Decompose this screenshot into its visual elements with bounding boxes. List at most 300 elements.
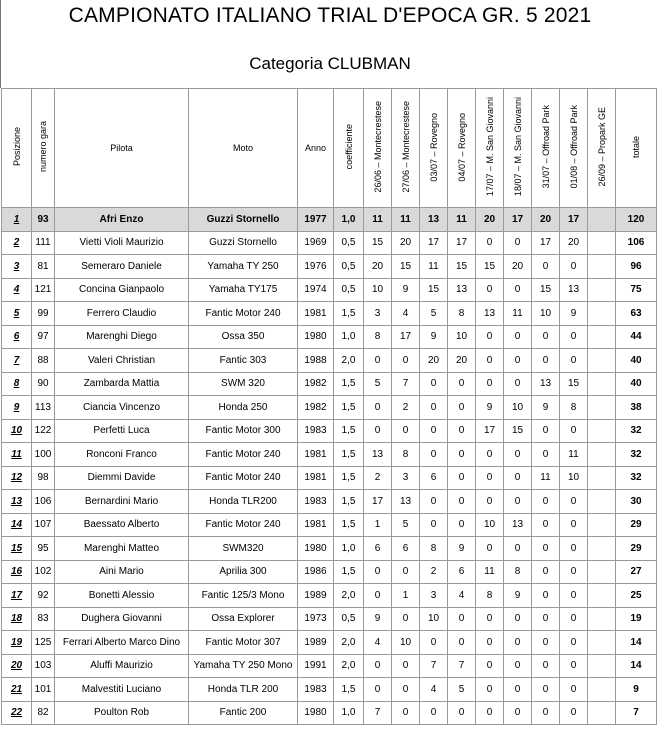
score-cell: 0 xyxy=(392,607,420,631)
score-cell: 10 xyxy=(392,631,420,655)
total-cell: 96 xyxy=(616,255,657,279)
rider-cell: Dughera Giovanni xyxy=(55,607,189,631)
score-cell: 17 xyxy=(476,419,504,443)
score-cell: 0 xyxy=(476,278,504,302)
score-cell: 11 xyxy=(420,255,448,279)
score-cell: 0 xyxy=(448,396,476,420)
score-cell xyxy=(588,560,616,584)
total-cell: 30 xyxy=(616,490,657,514)
score-cell: 0 xyxy=(476,466,504,490)
score-cell: 0 xyxy=(532,513,560,537)
score-cell: 0 xyxy=(392,419,420,443)
score-cell: 3 xyxy=(420,584,448,608)
score-cell xyxy=(588,208,616,232)
score-cell: 10 xyxy=(532,302,560,326)
score-cell: 0 xyxy=(476,325,504,349)
table-row xyxy=(2,208,657,232)
coefficient-cell: 2,0 xyxy=(334,349,364,373)
total-cell: 14 xyxy=(616,654,657,678)
score-cell: 0 xyxy=(532,255,560,279)
rider-cell: Diemmi Davide xyxy=(55,466,189,490)
score-cell: 1 xyxy=(364,513,392,537)
score-cell: 8 xyxy=(448,302,476,326)
score-cell: 10 xyxy=(420,607,448,631)
bike-cell: Fantic Motor 307 xyxy=(189,631,298,655)
score-cell: 17 xyxy=(448,231,476,255)
score-cell xyxy=(588,443,616,467)
race-number-cell: 121 xyxy=(32,278,55,302)
score-cell: 15 xyxy=(448,255,476,279)
bike-cell: Honda 250 xyxy=(189,396,298,420)
coefficient-cell: 1,5 xyxy=(334,372,364,396)
total-cell: 19 xyxy=(616,607,657,631)
race-number-cell: 98 xyxy=(32,466,55,490)
rider-cell: Ferrero Claudio xyxy=(55,302,189,326)
coefficient-cell: 1,0 xyxy=(334,701,364,725)
total-cell: 120 xyxy=(616,208,657,232)
position-cell: 19 xyxy=(2,631,32,655)
score-cell: 0 xyxy=(560,654,588,678)
score-cell: 6 xyxy=(420,466,448,490)
score-cell: 0 xyxy=(560,584,588,608)
score-cell: 10 xyxy=(364,278,392,302)
score-cell xyxy=(588,255,616,279)
score-cell: 11 xyxy=(476,560,504,584)
score-cell: 9 xyxy=(420,325,448,349)
score-cell: 0 xyxy=(476,678,504,702)
score-cell: 5 xyxy=(420,302,448,326)
col-header-pilota: Pilota xyxy=(55,89,189,208)
score-cell: 15 xyxy=(364,231,392,255)
score-cell: 0 xyxy=(392,560,420,584)
table-row xyxy=(2,537,657,561)
table-row xyxy=(2,466,657,490)
table-row xyxy=(2,443,657,467)
race-number-cell: 122 xyxy=(32,419,55,443)
score-cell: 10 xyxy=(448,325,476,349)
score-cell: 0 xyxy=(504,372,532,396)
score-cell: 11 xyxy=(364,208,392,232)
table-row xyxy=(2,560,657,584)
rider-cell: Baessato Alberto xyxy=(55,513,189,537)
score-cell: 3 xyxy=(392,466,420,490)
score-cell: 0 xyxy=(504,537,532,561)
race-number-cell: 111 xyxy=(32,231,55,255)
score-cell: 0 xyxy=(448,607,476,631)
bike-cell: Fantic 303 xyxy=(189,349,298,373)
score-cell: 0 xyxy=(420,372,448,396)
score-cell: 0 xyxy=(476,443,504,467)
score-cell: 2 xyxy=(420,560,448,584)
rider-cell: Zambarda Mattia xyxy=(55,372,189,396)
score-cell: 0 xyxy=(448,631,476,655)
score-cell: 11 xyxy=(448,208,476,232)
position-cell: 14 xyxy=(2,513,32,537)
bike-cell: Fantic Motor 300 xyxy=(189,419,298,443)
score-cell: 9 xyxy=(476,396,504,420)
score-cell: 15 xyxy=(504,419,532,443)
rider-cell: Malvestiti Luciano xyxy=(55,678,189,702)
position-cell: 1 xyxy=(2,208,32,232)
header-row xyxy=(2,89,657,208)
score-cell: 8 xyxy=(504,560,532,584)
rider-cell: Concina Gianpaolo xyxy=(55,278,189,302)
score-cell: 0 xyxy=(560,349,588,373)
table-row xyxy=(2,231,657,255)
score-cell: 0 xyxy=(532,560,560,584)
score-cell: 7 xyxy=(392,372,420,396)
total-cell: 25 xyxy=(616,584,657,608)
score-cell: 0 xyxy=(364,396,392,420)
table-row xyxy=(2,607,657,631)
score-cell: 0 xyxy=(532,490,560,514)
score-cell: 0 xyxy=(476,231,504,255)
year-cell: 1977 xyxy=(298,208,334,232)
coefficient-cell: 1,5 xyxy=(334,466,364,490)
race-number-cell: 83 xyxy=(32,607,55,631)
score-cell: 8 xyxy=(392,443,420,467)
score-cell: 0 xyxy=(364,654,392,678)
score-cell: 4 xyxy=(392,302,420,326)
year-cell: 1974 xyxy=(298,278,334,302)
race-number-cell: 113 xyxy=(32,396,55,420)
score-cell: 0 xyxy=(392,349,420,373)
rider-cell: Perfetti Luca xyxy=(55,419,189,443)
bike-cell: Yamaha TY 250 Mono xyxy=(189,654,298,678)
col-header-race-1: 26/06 – Montecrestese xyxy=(364,89,392,208)
score-cell xyxy=(588,302,616,326)
col-header-posizione: Posizione xyxy=(2,89,32,208)
score-cell: 8 xyxy=(476,584,504,608)
score-cell: 9 xyxy=(532,396,560,420)
score-cell: 11 xyxy=(392,208,420,232)
race-number-cell: 95 xyxy=(32,537,55,561)
score-cell: 0 xyxy=(532,537,560,561)
score-cell: 20 xyxy=(420,349,448,373)
table-row xyxy=(2,372,657,396)
score-cell xyxy=(588,419,616,443)
score-cell xyxy=(588,490,616,514)
coefficient-cell: 1,0 xyxy=(334,325,364,349)
bike-cell: Guzzi Stornello xyxy=(189,231,298,255)
score-cell: 0 xyxy=(504,607,532,631)
score-cell xyxy=(588,654,616,678)
bike-cell: Fantic 200 xyxy=(189,701,298,725)
score-cell: 13 xyxy=(504,513,532,537)
table-row xyxy=(2,302,657,326)
table-row xyxy=(2,678,657,702)
score-cell: 20 xyxy=(476,208,504,232)
year-cell: 1986 xyxy=(298,560,334,584)
rider-cell: Ronconi Franco xyxy=(55,443,189,467)
score-cell: 0 xyxy=(504,278,532,302)
score-cell xyxy=(588,678,616,702)
total-cell: 40 xyxy=(616,372,657,396)
score-cell: 13 xyxy=(364,443,392,467)
bike-cell: Yamaha TY 250 xyxy=(189,255,298,279)
score-cell: 0 xyxy=(420,631,448,655)
score-cell: 0 xyxy=(532,631,560,655)
score-cell: 0 xyxy=(560,678,588,702)
score-cell: 0 xyxy=(364,584,392,608)
score-cell: 15 xyxy=(420,278,448,302)
race-number-cell: 103 xyxy=(32,654,55,678)
score-cell: 0 xyxy=(560,513,588,537)
score-cell: 5 xyxy=(392,513,420,537)
year-cell: 1989 xyxy=(298,631,334,655)
rider-cell: Aini Mario xyxy=(55,560,189,584)
total-cell: 106 xyxy=(616,231,657,255)
score-cell: 0 xyxy=(476,654,504,678)
score-cell: 0 xyxy=(532,607,560,631)
score-cell: 0 xyxy=(532,654,560,678)
score-cell: 15 xyxy=(392,255,420,279)
score-cell: 0 xyxy=(392,701,420,725)
coefficient-cell: 0,5 xyxy=(334,231,364,255)
score-cell: 0 xyxy=(448,419,476,443)
score-cell: 10 xyxy=(476,513,504,537)
score-cell: 0 xyxy=(560,255,588,279)
col-header-moto: Moto xyxy=(189,89,298,208)
race-number-cell: 107 xyxy=(32,513,55,537)
score-cell xyxy=(588,513,616,537)
bike-cell: Ossa Explorer xyxy=(189,607,298,631)
score-cell: 13 xyxy=(532,372,560,396)
coefficient-cell: 1,5 xyxy=(334,678,364,702)
total-cell: 32 xyxy=(616,419,657,443)
rider-cell: Vietti Violi Maurizio xyxy=(55,231,189,255)
year-cell: 1991 xyxy=(298,654,334,678)
score-cell: 0 xyxy=(476,349,504,373)
score-cell: 0 xyxy=(364,560,392,584)
score-cell xyxy=(588,349,616,373)
score-cell: 0 xyxy=(448,466,476,490)
total-cell: 40 xyxy=(616,349,657,373)
score-cell: 0 xyxy=(420,419,448,443)
score-cell: 0 xyxy=(532,419,560,443)
score-cell: 0 xyxy=(560,490,588,514)
total-cell: 29 xyxy=(616,513,657,537)
score-cell: 15 xyxy=(532,278,560,302)
coefficient-cell: 1,0 xyxy=(334,537,364,561)
score-cell: 0 xyxy=(504,349,532,373)
standings-table xyxy=(1,88,657,725)
score-cell: 0 xyxy=(364,349,392,373)
rider-cell: Ferrari Alberto Marco Dino xyxy=(55,631,189,655)
score-cell: 11 xyxy=(560,443,588,467)
rider-cell: Bernardini Mario xyxy=(55,490,189,514)
position-cell: 10 xyxy=(2,419,32,443)
year-cell: 1980 xyxy=(298,701,334,725)
score-cell: 6 xyxy=(448,560,476,584)
score-cell: 0 xyxy=(476,490,504,514)
score-cell: 0 xyxy=(560,325,588,349)
score-cell: 7 xyxy=(420,654,448,678)
score-cell: 0 xyxy=(364,678,392,702)
score-cell: 2 xyxy=(364,466,392,490)
total-cell: 27 xyxy=(616,560,657,584)
table-row xyxy=(2,513,657,537)
total-cell: 44 xyxy=(616,325,657,349)
total-cell: 14 xyxy=(616,631,657,655)
table-row xyxy=(2,349,657,373)
rider-cell: Poulton Rob xyxy=(55,701,189,725)
year-cell: 1981 xyxy=(298,302,334,326)
table-row xyxy=(2,654,657,678)
col-header-race-8: 01/08 – Offroad Park xyxy=(560,89,588,208)
score-cell: 0 xyxy=(560,419,588,443)
bike-cell: Fantic Motor 240 xyxy=(189,513,298,537)
position-cell: 3 xyxy=(2,255,32,279)
position-cell: 6 xyxy=(2,325,32,349)
score-cell: 5 xyxy=(364,372,392,396)
score-cell: 0 xyxy=(560,537,588,561)
score-cell: 0 xyxy=(476,607,504,631)
score-cell: 0 xyxy=(560,631,588,655)
score-cell: 0 xyxy=(532,584,560,608)
total-cell: 38 xyxy=(616,396,657,420)
table-row xyxy=(2,396,657,420)
position-cell: 21 xyxy=(2,678,32,702)
total-cell: 29 xyxy=(616,537,657,561)
score-cell xyxy=(588,466,616,490)
score-cell: 7 xyxy=(448,654,476,678)
year-cell: 1973 xyxy=(298,607,334,631)
score-cell: 8 xyxy=(560,396,588,420)
coefficient-cell: 0,5 xyxy=(334,607,364,631)
score-cell: 10 xyxy=(560,466,588,490)
score-cell: 3 xyxy=(364,302,392,326)
rider-cell: Valeri Christian xyxy=(55,349,189,373)
score-cell: 0 xyxy=(504,490,532,514)
bike-cell: Yamaha TY175 xyxy=(189,278,298,302)
score-cell: 0 xyxy=(532,349,560,373)
table-row xyxy=(2,255,657,279)
year-cell: 1982 xyxy=(298,396,334,420)
score-cell: 11 xyxy=(504,302,532,326)
score-cell: 4 xyxy=(448,584,476,608)
bike-cell: Fantic Motor 240 xyxy=(189,466,298,490)
col-header-totale: totale xyxy=(616,89,657,208)
year-cell: 1980 xyxy=(298,537,334,561)
race-number-cell: 99 xyxy=(32,302,55,326)
score-cell: 0 xyxy=(504,231,532,255)
col-header-anno: Anno xyxy=(298,89,334,208)
rider-cell: Afri Enzo xyxy=(55,208,189,232)
score-cell: 13 xyxy=(392,490,420,514)
score-cell: 13 xyxy=(560,278,588,302)
position-cell: 18 xyxy=(2,607,32,631)
score-cell: 9 xyxy=(504,584,532,608)
score-cell: 20 xyxy=(560,231,588,255)
table-row xyxy=(2,490,657,514)
score-cell: 9 xyxy=(448,537,476,561)
score-cell: 20 xyxy=(448,349,476,373)
score-cell: 0 xyxy=(532,678,560,702)
score-cell: 8 xyxy=(364,325,392,349)
coefficient-cell: 1,5 xyxy=(334,443,364,467)
score-cell: 0 xyxy=(560,607,588,631)
score-cell: 0 xyxy=(504,325,532,349)
race-number-cell: 81 xyxy=(32,255,55,279)
score-cell: 0 xyxy=(476,372,504,396)
year-cell: 1983 xyxy=(298,490,334,514)
col-header-race-5: 17/07 – M. San Giovanni xyxy=(476,89,504,208)
bike-cell: Aprilia 300 xyxy=(189,560,298,584)
position-cell: 17 xyxy=(2,584,32,608)
score-cell: 17 xyxy=(532,231,560,255)
race-number-cell: 101 xyxy=(32,678,55,702)
coefficient-cell: 0,5 xyxy=(334,278,364,302)
coefficient-cell: 1,5 xyxy=(334,560,364,584)
score-cell: 17 xyxy=(560,208,588,232)
col-header-race-3: 03/07 – Rovegno xyxy=(420,89,448,208)
bike-cell: Fantic Motor 240 xyxy=(189,443,298,467)
score-cell: 0 xyxy=(420,396,448,420)
score-cell: 11 xyxy=(532,466,560,490)
position-cell: 12 xyxy=(2,466,32,490)
score-cell: 0 xyxy=(504,701,532,725)
score-cell: 9 xyxy=(560,302,588,326)
bike-cell: Guzzi Stornello xyxy=(189,208,298,232)
table-row xyxy=(2,701,657,725)
score-cell: 13 xyxy=(448,278,476,302)
score-cell: 0 xyxy=(476,537,504,561)
score-cell: 17 xyxy=(364,490,392,514)
col-header-race-7: 31/07 – Offroad Park xyxy=(532,89,560,208)
bike-cell: Fantic 125/3 Mono xyxy=(189,584,298,608)
score-cell: 6 xyxy=(364,537,392,561)
coefficient-cell: 2,0 xyxy=(334,631,364,655)
year-cell: 1980 xyxy=(298,325,334,349)
score-cell xyxy=(588,701,616,725)
score-cell: 9 xyxy=(392,278,420,302)
race-number-cell: 102 xyxy=(32,560,55,584)
page-title: CAMPIONATO ITALIANO TRIAL D'EPOCA GR. 5 2021 xyxy=(68,4,592,27)
coefficient-cell: 1,5 xyxy=(334,490,364,514)
score-cell: 0 xyxy=(420,513,448,537)
total-cell: 32 xyxy=(616,443,657,467)
col-header-numero-gara: numero gara xyxy=(32,89,55,208)
score-cell xyxy=(588,537,616,561)
score-cell: 0 xyxy=(420,701,448,725)
table-row xyxy=(2,325,657,349)
coefficient-cell: 1,5 xyxy=(334,302,364,326)
year-cell: 1988 xyxy=(298,349,334,373)
col-header-race-6: 18/07 – M. San Giovanni xyxy=(504,89,532,208)
standings-body xyxy=(2,208,657,725)
score-cell xyxy=(588,631,616,655)
score-cell: 4 xyxy=(420,678,448,702)
score-cell: 20 xyxy=(392,231,420,255)
coefficient-cell: 1,5 xyxy=(334,513,364,537)
table-row xyxy=(2,278,657,302)
coefficient-cell: 2,0 xyxy=(334,584,364,608)
score-cell: 0 xyxy=(448,701,476,725)
position-cell: 4 xyxy=(2,278,32,302)
coefficient-cell: 1,5 xyxy=(334,419,364,443)
score-cell: 0 xyxy=(504,654,532,678)
year-cell: 1981 xyxy=(298,513,334,537)
race-number-cell: 92 xyxy=(32,584,55,608)
score-cell: 0 xyxy=(532,325,560,349)
position-cell: 11 xyxy=(2,443,32,467)
score-cell: 1 xyxy=(392,584,420,608)
score-cell: 7 xyxy=(364,701,392,725)
rider-cell: Ciancia Vincenzo xyxy=(55,396,189,420)
year-cell: 1983 xyxy=(298,678,334,702)
score-cell: 20 xyxy=(504,255,532,279)
